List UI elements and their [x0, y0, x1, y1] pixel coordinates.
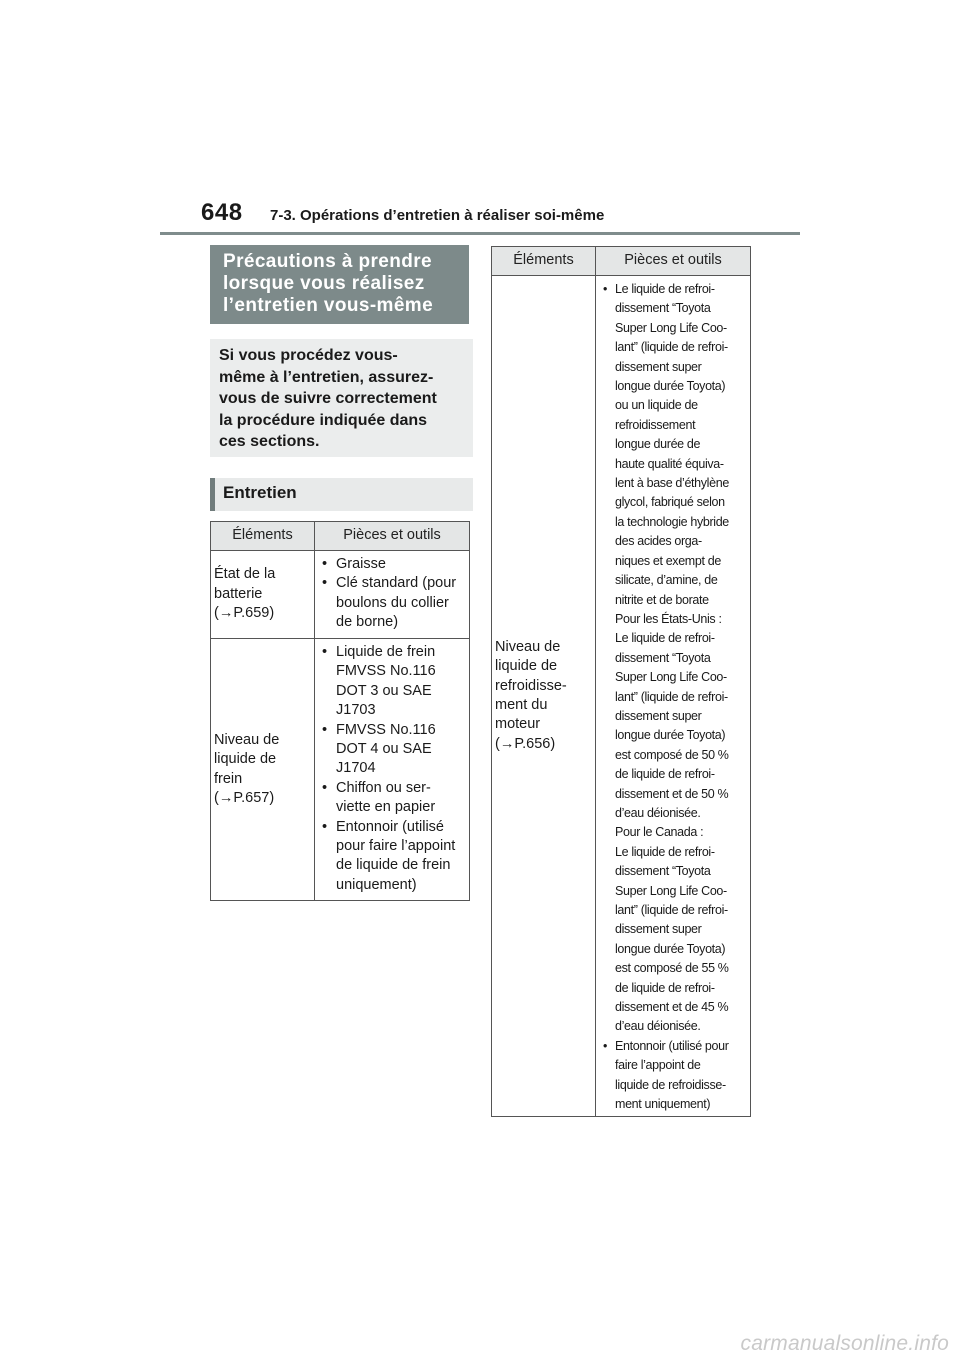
tool-line: lent à base d’éthylène	[615, 476, 729, 491]
tool-line: Pour les États-Unis :	[615, 611, 722, 626]
header-divider	[160, 232, 800, 235]
tool-line: d’eau déionisée.	[615, 1019, 701, 1034]
tool-line: • FMVSS No.116	[336, 721, 436, 738]
table-header-row	[492, 247, 751, 276]
tool-line: des acides orga-	[615, 534, 702, 549]
page-number: 648	[201, 199, 243, 226]
tool-line: • Le liquide de refroi-	[615, 282, 715, 296]
tool-line: est composé de 55 %	[615, 961, 729, 976]
table-header-row	[211, 522, 470, 551]
item-cell	[211, 639, 315, 901]
item-line: batterie	[214, 585, 263, 602]
item-line: liquide de	[495, 658, 558, 675]
tool-line: Pour le Canada :	[615, 825, 704, 840]
tool-line: J1703	[336, 702, 376, 719]
tool-line: Le liquide de refroi-	[615, 631, 715, 646]
tool-line: longue durée Toyota)	[615, 728, 726, 743]
item-line: liquide de	[214, 751, 277, 768]
tool-line: dissement “Toyota	[615, 864, 711, 879]
tool-line: uniquement)	[336, 876, 417, 893]
tool-line: dissement et de 50 %	[615, 786, 729, 801]
tool-line: dissement super	[615, 359, 702, 374]
tools-cell	[596, 276, 751, 1117]
tool-line: dissement super	[615, 708, 702, 723]
item-line: (→P.659)	[214, 605, 275, 622]
tool-line: • Entonnoir (utilisé pour	[615, 1038, 729, 1053]
tool-item	[321, 818, 466, 896]
item-cell	[211, 551, 315, 639]
precautions-title-line: lorsque vous réalisez	[223, 273, 425, 294]
tool-line: boulons du collier	[336, 594, 449, 611]
tool-line: longue durée de	[615, 437, 701, 452]
item-line: ment du	[495, 697, 548, 713]
tool-item	[321, 574, 466, 632]
tool-line: liquide de refroidisse-	[615, 1077, 726, 1092]
tool-line: Super Long Life Coo-	[615, 320, 727, 335]
column-header-tools: Pièces et outils	[315, 522, 470, 551]
tools-cell	[315, 551, 470, 639]
item-line: État de la	[214, 566, 276, 583]
tool-line: • Chiffon ou ser-	[336, 779, 431, 796]
tool-line: Super Long Life Coo-	[615, 670, 727, 685]
table-row	[211, 639, 470, 901]
table-row	[211, 551, 470, 639]
tool-item	[602, 1037, 747, 1115]
tool-line: DOT 3 ou SAE	[336, 682, 432, 699]
watermark: carmanualsonline.info	[740, 1332, 949, 1355]
tool-line: d’eau déionisée.	[615, 805, 701, 820]
tool-line: DOT 4 ou SAE	[336, 741, 432, 758]
item-line: (→P.657)	[214, 789, 275, 806]
item-line: Niveau de	[495, 638, 561, 655]
item-line: moteur	[495, 716, 541, 733]
tool-line: est composé de 50 %	[615, 747, 729, 762]
column-header-items: Éléments	[492, 247, 596, 276]
intro-note	[210, 339, 473, 457]
chapter-title: 7-3. Opérations d’entretien à réaliser soi-même	[270, 207, 605, 224]
table-row	[492, 276, 751, 1117]
tools-cell	[315, 639, 470, 901]
tool-line: viette en papier	[336, 799, 436, 816]
tool-line: la technologie hybride	[615, 514, 729, 529]
tool-line: glycol, fabriqué selon	[615, 495, 725, 510]
tool-line: de liquide de refroi-	[615, 980, 715, 995]
tool-line: • Liquide de frein	[336, 644, 436, 660]
tool-line: FMVSS No.116	[336, 663, 436, 680]
item-cell	[492, 276, 596, 1117]
tool-line: dissement et de 45 %	[615, 1000, 729, 1015]
tool-line: de borne)	[336, 614, 399, 631]
tool-line: niques et exempt de	[615, 553, 721, 568]
column-header-items: Éléments	[211, 522, 315, 551]
tool-line: nitrite et de borate	[615, 592, 709, 607]
tool-line: • Clé standard (pour	[336, 575, 457, 592]
tool-line: haute qualité équiva-	[615, 456, 724, 471]
tool-line: de liquide de frein	[336, 857, 451, 874]
tool-line: ment uniquement)	[615, 1097, 711, 1112]
section-heading-bar	[210, 478, 215, 511]
tool-line: longue durée Toyota)	[615, 941, 726, 956]
maintenance-table-left	[210, 521, 470, 901]
tool-line: • Graisse	[336, 556, 386, 572]
tool-line: • Entonnoir (utilisé	[336, 818, 444, 835]
item-line: refroidisse-	[495, 677, 567, 694]
tool-line: dissement “Toyota	[615, 650, 711, 665]
item-line: Niveau de	[214, 731, 280, 748]
precautions-title-line: Précautions à prendre	[223, 251, 433, 272]
tool-item	[321, 779, 466, 818]
tool-line: faire l’appoint de	[615, 1058, 701, 1073]
tool-line: lant” (liquide de refroi-	[615, 689, 728, 704]
tool-line: lant” (liquide de refroi-	[615, 340, 728, 355]
maintenance-table-right	[491, 246, 751, 1117]
tool-item	[321, 643, 466, 721]
precautions-heading	[210, 245, 469, 324]
precautions-title-line: l’entretien vous-même	[223, 295, 434, 316]
tool-line: Super Long Life Coo-	[615, 883, 727, 898]
column-header-tools: Pièces et outils	[596, 247, 751, 276]
tool-line: dissement “Toyota	[615, 301, 711, 316]
tool-line: dissement super	[615, 922, 702, 937]
tool-line: de liquide de refroi-	[615, 767, 715, 782]
section-heading	[210, 478, 473, 511]
tool-line: Le liquide de refroi-	[615, 844, 715, 859]
tool-line: pour faire l’appoint	[336, 838, 456, 855]
tool-line: lant” (liquide de refroi-	[615, 903, 728, 917]
tool-item	[321, 555, 466, 574]
tool-line: silicate, d’amine, de	[615, 573, 718, 588]
tool-line: longue durée Toyota)	[615, 379, 726, 394]
item-line: (→P.656)	[495, 735, 556, 752]
tool-line: J1704	[336, 760, 376, 777]
note-line: vous de suivre correctement	[219, 390, 437, 407]
item-line: frein	[214, 770, 243, 787]
tool-line: ou un liquide de	[615, 398, 698, 413]
note-line: la procédure indiquée dans	[219, 411, 428, 429]
note-line: Si vous procédez vous-	[219, 347, 398, 364]
tool-line: refroidissement	[615, 417, 696, 432]
section-title: Entretien	[223, 483, 297, 502]
note-line: ces sections.	[219, 433, 320, 450]
note-line: même à l’entretien, assurez-	[219, 368, 434, 386]
tool-item	[321, 721, 466, 779]
tool-item	[602, 280, 747, 1037]
